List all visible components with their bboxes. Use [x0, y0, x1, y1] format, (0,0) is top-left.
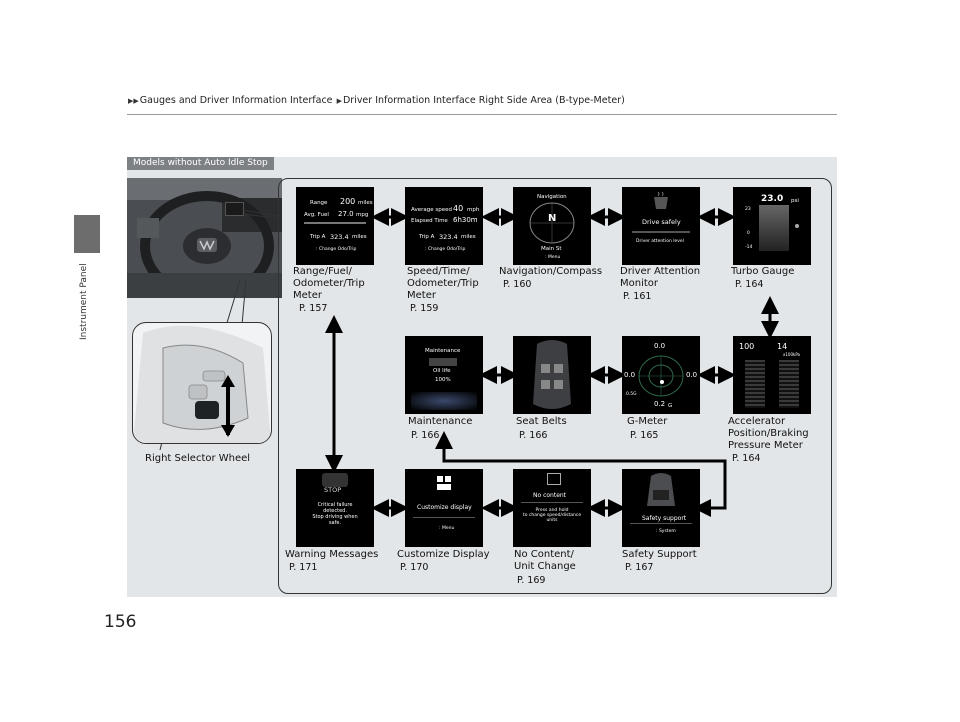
breadcrumb-part-2[interactable]: Driver Information Interface Right Side Area (B-type-Meter): [342, 95, 625, 106]
breadcrumb-part-1[interactable]: Gauges and Driver Information Interface: [139, 95, 333, 106]
pageref-range-fuel[interactable]: P. 157: [299, 303, 328, 314]
screen-maintenance[interactable]: Maintenance Oil life 100%: [405, 336, 483, 414]
pageref-speed-time[interactable]: P. 159: [410, 303, 439, 314]
car-topview-icon: [527, 338, 577, 412]
pageref-driver-attention[interactable]: P. 161: [623, 291, 652, 302]
pageref-navigation[interactable]: P. 160: [503, 279, 532, 290]
screen-safety-support[interactable]: Safety support : System: [622, 469, 700, 547]
car-rear-icon: [645, 472, 677, 510]
pageref-seat-belts[interactable]: P. 166: [519, 430, 548, 441]
screen-accel-brake[interactable]: 100 14 x100kPa: [733, 336, 811, 414]
breadcrumb-arrow-icon: ▶: [336, 97, 342, 105]
selector-wheel-label: Right Selector Wheel: [145, 453, 251, 464]
chapter-label: Instrument Panel: [79, 263, 89, 340]
screen-range-fuel[interactable]: Range 200 miles Avg. Fuel 27.0 mpg Trip A 323.4 miles : Change Odo/Trip: [296, 187, 374, 265]
label-maintenance: Maintenance: [408, 416, 473, 427]
label-navigation: Navigation/Compass: [499, 266, 603, 277]
pageref-turbo-gauge[interactable]: P. 164: [735, 279, 764, 290]
dashboard-photo: [127, 178, 282, 298]
label-speed-time: Speed/Time/ Odometer/Trip Meter: [407, 266, 479, 301]
pageref-accel-brake[interactable]: P. 164: [732, 453, 761, 464]
pageref-g-meter[interactable]: P. 165: [630, 430, 659, 441]
screen-seat-belts[interactable]: [513, 336, 591, 414]
label-safety-support: Safety Support: [622, 549, 697, 560]
pageref-no-content[interactable]: P. 169: [517, 575, 546, 586]
screen-customize-display[interactable]: Customize display : Menu: [405, 469, 483, 547]
steering-wheel-inset: [132, 322, 272, 444]
label-driver-attention: Driver Attention Monitor: [620, 266, 701, 289]
pageref-customize-display[interactable]: P. 170: [400, 562, 429, 573]
pageref-maintenance[interactable]: P. 166: [411, 430, 440, 441]
screen-g-meter[interactable]: 0.0 0.0 0.0 0.2 G 0.5G: [622, 336, 700, 414]
label-no-content: No Content/ Unit Change: [514, 549, 576, 572]
coffee-cup-icon: [652, 191, 670, 211]
model-tag: Models without Auto Idle Stop: [127, 157, 274, 170]
screen-speed-time[interactable]: Average speed 40 mph Elapsed Time 6h30m Trip A 323.4 miles : Change Odo/Trip: [405, 187, 483, 265]
breadcrumb-arrow-icon: ▶▶: [128, 97, 139, 105]
screen-navigation[interactable]: Navigation N Main St : Menu: [513, 187, 591, 265]
screen-driver-attention[interactable]: Drive safely Driver attention level: [622, 187, 700, 265]
screen-warning-messages[interactable]: STOP Critical failure detected. Stop driving when safe.: [296, 469, 374, 547]
label-g-meter: G-Meter: [627, 416, 668, 427]
pageref-safety-support[interactable]: P. 167: [625, 562, 654, 573]
label-customize-display: Customize Display: [397, 549, 490, 560]
label-range-fuel: Range/Fuel/ Odometer/Trip Meter: [293, 266, 365, 301]
label-turbo-gauge: Turbo Gauge: [731, 266, 795, 277]
page-number: 156: [104, 612, 137, 632]
header-divider: [127, 114, 837, 115]
label-warning-messages: Warning Messages: [285, 549, 379, 560]
meter-highlight: [225, 202, 244, 216]
pageref-warning-messages[interactable]: P. 171: [289, 562, 318, 573]
label-seat-belts: Seat Belts: [516, 416, 567, 427]
g-circle-icon: [636, 354, 686, 398]
screen-turbo-gauge[interactable]: 23.0 psi 23 0 -14: [733, 187, 811, 265]
customize-icon: [436, 475, 452, 491]
chapter-tab[interactable]: [74, 215, 100, 253]
breadcrumb: [127, 95, 625, 106]
label-accel-brake: Accelerator Position/Braking Pressure Meter: [728, 416, 809, 451]
screen-no-content[interactable]: No content Press and hold to change speed/distance units: [513, 469, 591, 547]
